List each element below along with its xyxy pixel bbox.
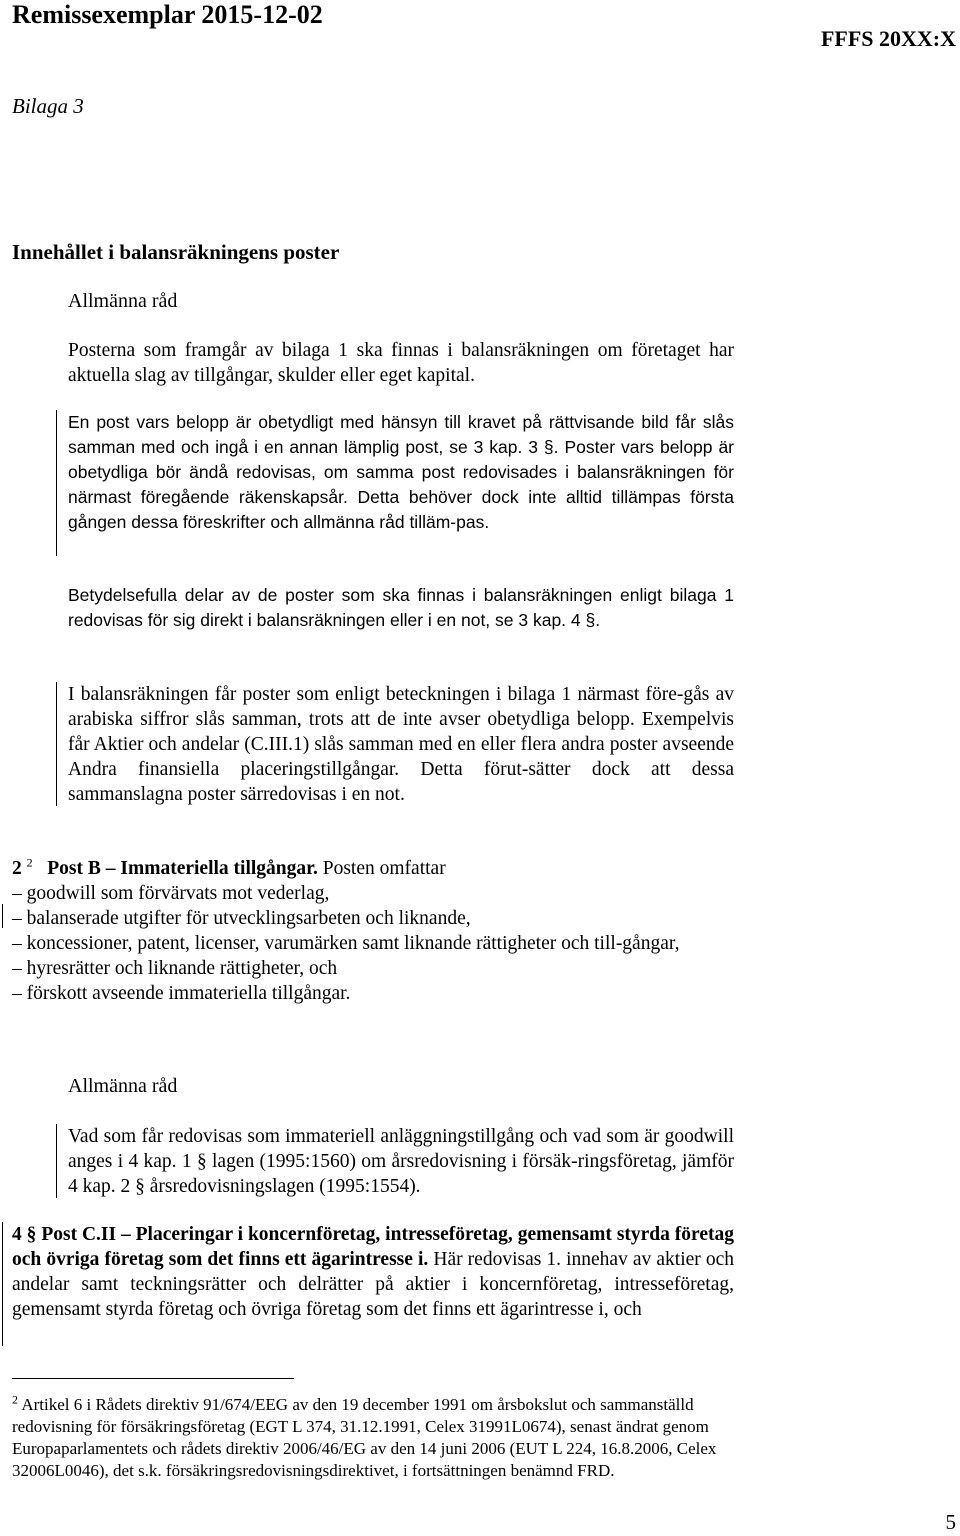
header-remiss: Remissexemplar 2015-12-02	[12, 0, 323, 29]
paragraph-2-part-b: Poster vars belopp är obetydliga bör ändå redovisas, om samma post redovisades i balansräkningen för närmast föregående räkenskapsår. Detta behöver dock inte alltid tillämpas första gången dessa föreskrifter och allmänna råd tilläm-pas.	[68, 437, 735, 532]
change-bar-2	[56, 682, 57, 806]
general-advice-heading-2: Allmänna råd	[68, 1075, 178, 1097]
page-number: 5	[945, 1510, 956, 1534]
change-bar-5	[2, 1222, 3, 1346]
change-bar-4	[56, 1124, 57, 1198]
general-advice-heading-1: Allmänna råd	[68, 290, 178, 312]
footnote-text: Artikel 6 i Rådets direktiv 91/674/EEG av den 19 december 1991 om årsbokslut och sammanställd redovisning för försäkringsföretag (EGT L 374, 31.12.1991, Celex 31991L0674), senast ändrat genom Europaparlamentets och rådets direktiv 2006/46/EG av den 14 juni 2006 (EUT L 224, 16.8.2006, Celex 32006L0046), det s.k. försäkringsredovisningsdirektivet, i fortsättningen benämnd FRD.	[12, 1395, 717, 1480]
section-title: Innehållet i balansräkningens poster	[12, 240, 340, 264]
list-item: – hyresrätter och liknande rättigheter, och	[12, 958, 338, 979]
appendix-label: Bilaga 3	[12, 94, 84, 118]
paragraph-4: I balansräkningen får poster som enligt beteckningen i bilaga 1 närmast före-gås av arabiska siffror slås samman, trots att de inte avser obetydliga belopp. Exempelvis får Aktier och andelar (C.III.1) slås samman med en eller flera andra poster avseende Andra finansiella placeringstillgångar. Detta förut-sätter dock att dessa sammanslagna poster särredovisas i en not.	[68, 684, 734, 805]
paragraph-2	[68, 410, 734, 535]
footnote-separator	[12, 1378, 294, 1379]
section-2-heading-line	[12, 856, 734, 881]
section-4	[12, 1222, 734, 1322]
list-item: – goodwill som förvärvats mot vederlag,	[12, 883, 330, 904]
section-2-number: 2	[12, 858, 22, 879]
footnote	[12, 1394, 734, 1482]
change-bar-3	[2, 904, 3, 928]
list-item: – förskott avseende immateriella tillgångar.	[12, 983, 351, 1004]
header-ffs-number: FFFS 20XX:X	[820, 26, 956, 51]
paragraph-3: Betydelsefulla delar av de poster som ska finnas i balansräkningen enligt bilaga 1 redovisas för sig direkt i balansräkningen eller i en not, se 3 kap. 4 §.	[68, 585, 734, 630]
section-2-intro: Posten omfattar	[322, 858, 446, 879]
change-bar-1	[56, 410, 57, 556]
section-2	[12, 856, 734, 1006]
paragraph-5: Vad som får redovisas som immateriell anläggningstillgång och vad som är goodwill anges i 4 kap. 1 § lagen (1995:1560) om årsredovisning i försäk-ringsföretag, jämför 4 kap. 2 § årsredovisningslagen (1995:1554).	[68, 1126, 734, 1197]
section-4-number: 4 §	[12, 1224, 37, 1245]
section-2-heading: Post B – Immateriella tillgångar.	[47, 858, 318, 879]
footnote-mark: 2	[12, 1392, 18, 1407]
list-item: – koncessioner, patent, licenser, varumärken samt liknande rättigheter och till-gångar,	[12, 933, 680, 954]
paragraph-2-part-a: En post vars belopp är obetydligt med hänsyn till kravet på rättvisande bild får slås samman med och ingå i en annan lämplig post, se 3 kap. 3 §.	[68, 412, 734, 457]
section-4-heading: Post C.II – Placeringar i koncernföretag, intresseföretag, gemensamt styrda företag och övriga företag som det finns ett ägarintresse i.	[12, 1224, 734, 1270]
list-item: – balanserade utgifter för utvecklingsarbeten och liknande,	[12, 908, 471, 929]
paragraph-1: Posterna som framgår av bilaga 1 ska finnas i balansräkningen om företaget har aktuella slag av tillgångar, skulder eller eget kapital.	[68, 340, 734, 386]
section-4-text: Här redovisas 1. innehav av aktier och andelar samt teckningsrätter och delrätter på aktier i koncernföretag, intresseföretag, gemensamt styrda företag och övriga företag som det finns ett ägarintresse i, och	[12, 1249, 734, 1320]
footnote-ref-2: 2	[26, 855, 33, 870]
